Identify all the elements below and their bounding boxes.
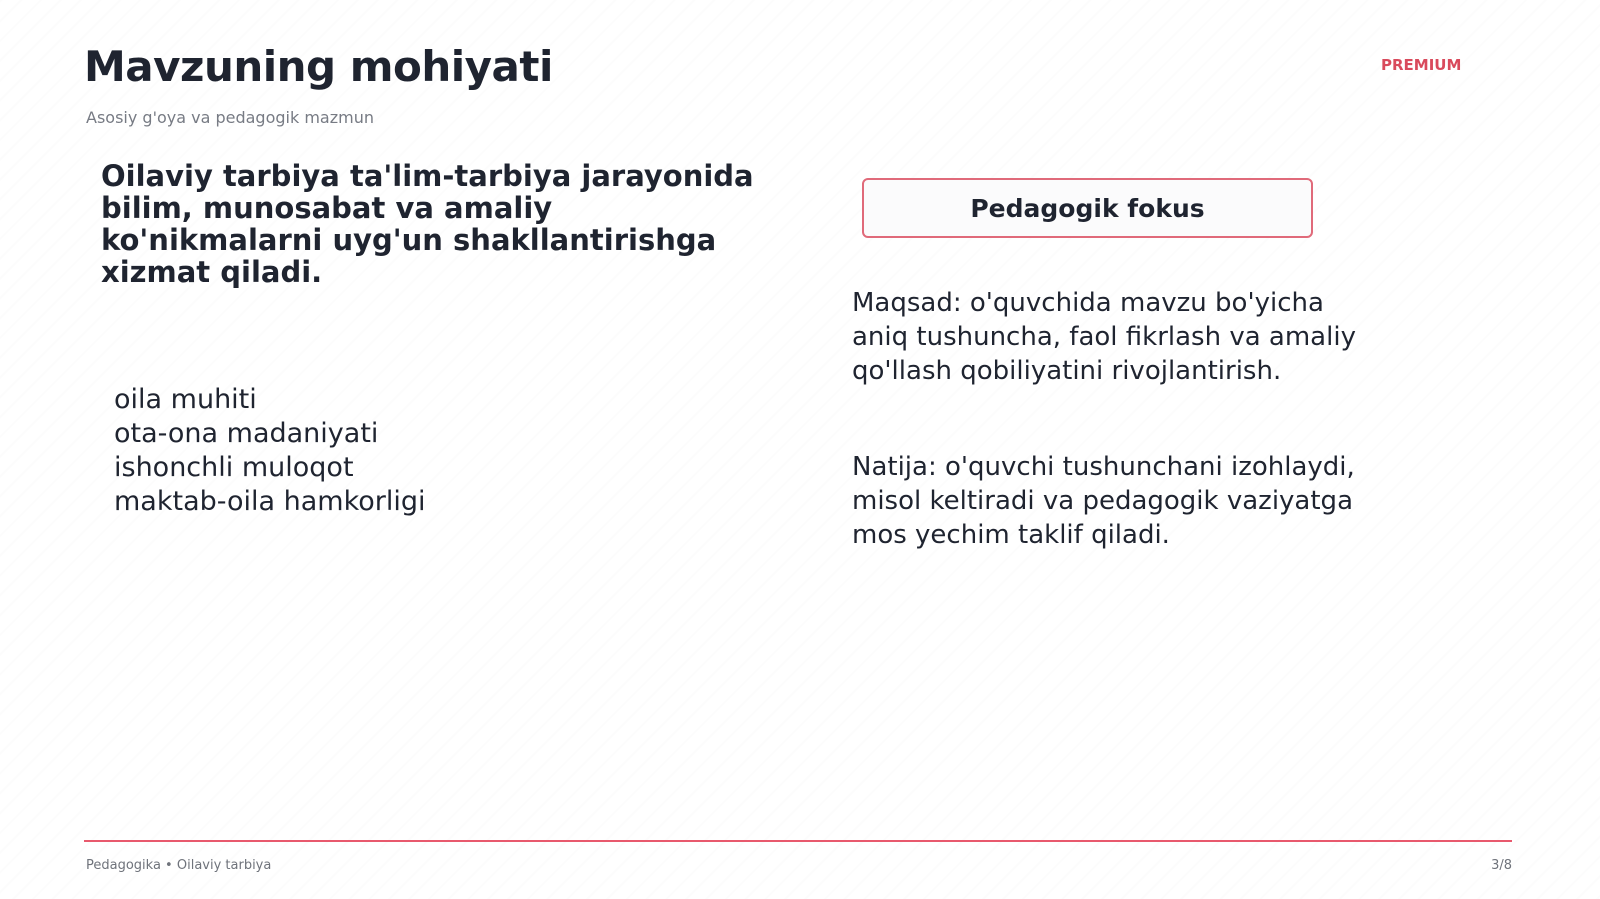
list-item: maktab-oila hamkorligi <box>114 486 426 517</box>
lead-statement: Oilaviy tarbiya ta'lim-tarbiya jarayonida bilim, munosabat va amaliy ko'nikmalarni uyg'un shakllantirishga xizmat qiladi. <box>101 159 754 289</box>
list-item: ota-ona madaniyati <box>114 418 379 449</box>
list-item: oila muhiti <box>114 384 257 415</box>
focus-heading-box <box>862 178 1313 238</box>
footer-caption: Pedagogika • Oilaviy tarbiya <box>86 858 272 873</box>
keyword-list <box>114 383 426 519</box>
list-item: ishonchli muloqot <box>114 452 354 483</box>
page-subtitle: Asosiy g'oya va pedagogik mazmun <box>86 108 374 127</box>
premium-badge: PREMIUM <box>1381 56 1462 74</box>
result-paragraph: Natija: o'quvchi tushunchani izohlaydi, misol keltiradi va pedagogik vaziyatga mos yechim taklif qiladi. <box>852 452 1355 550</box>
page-number: 3/8 <box>1491 858 1512 873</box>
goal-paragraph: Maqsad: o'quvchida mavzu bo'yicha aniq tushuncha, faol fikrlash va amaliy qo'llash qobiliyatini rivojlantirish. <box>852 288 1356 386</box>
footer-divider <box>84 840 1512 842</box>
focus-heading: Pedagogik fokus <box>970 193 1205 223</box>
page-title: Mavzuning mohiyati <box>84 42 553 91</box>
